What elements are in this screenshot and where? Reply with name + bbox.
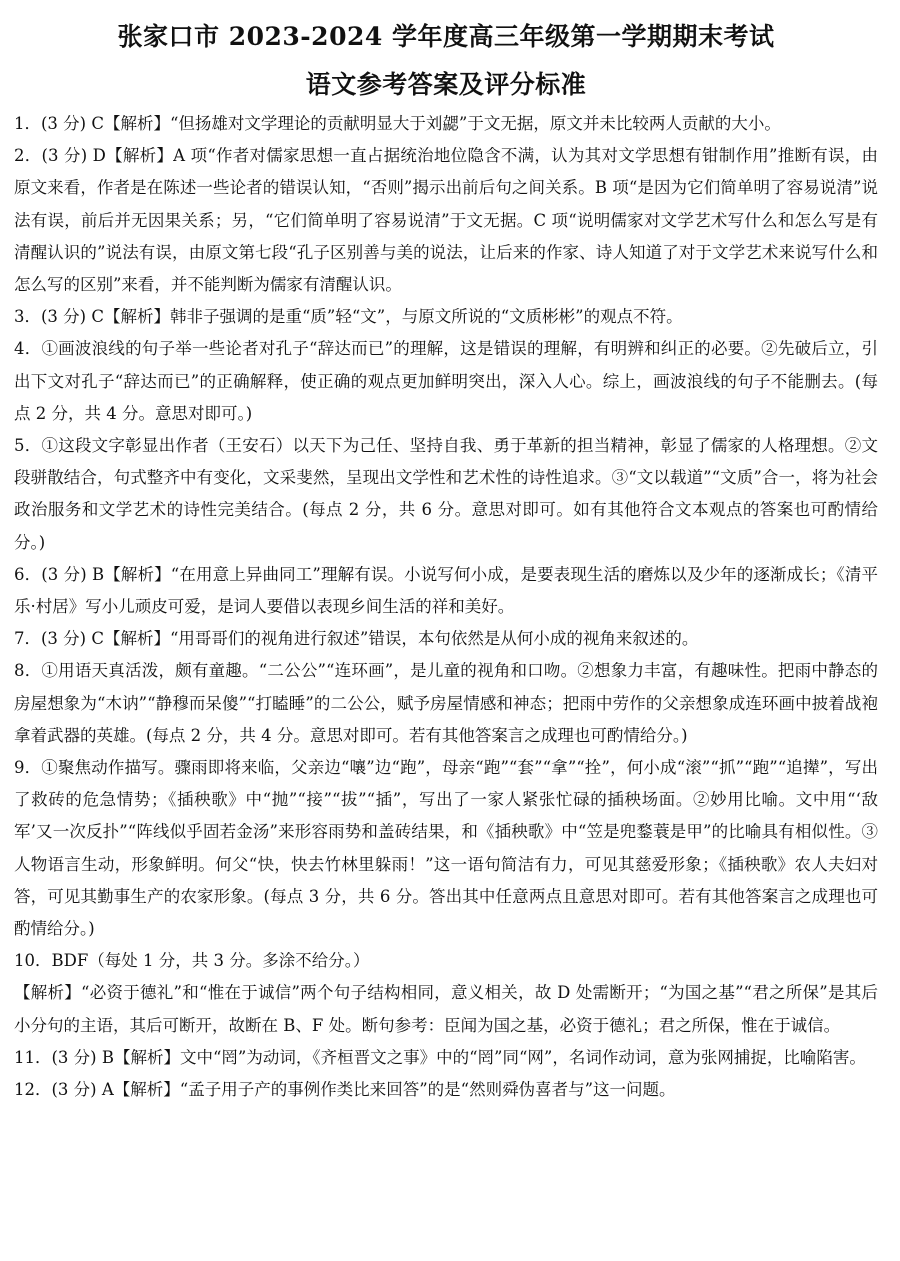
answer-item-9: 9．①聚焦动作描写。骤雨即将来临，父亲边“嚷”边“跑”，母亲“跑”“套”“拿”“拴”，何小成“滚”“抓”“跑”“追撵”，写出了救砖的危急情势；《插秧歌》中“抛”“接”“拔”“插”，写出了一家人紧张忙碌的插秧场面。②妙用比喻。文中用“‘敌军’又一次反扑”“阵线似乎固若金汤”来形容雨势和盖砖结果，和《插秧歌》中“笠是兜鍪蓑是甲”的比喻具有相似性。③人物语言生动，形象鲜明。何父“快，快去竹林里躲雨！”这一语句简洁有力，可见其慈爱形象；《插秧歌》农人夫妇对答，可见其勤事生产的农家形象。(每点 3 分，共 6 分。答出其中任意两点且意思对即可。若有其他答案言之成理也可酌情给分。) (14, 758, 878, 939)
answer-item-10-explanation: 【解析】“必资于德礼”和“惟在于诚信”两个句子结构相同，意义相关，故 D 处需断开；“为国之基”“君之所保”是其后小分句的主语，其后可断开，故断在 B、F 处。断句参考：臣闻为国之基，必资于德礼；君之所保，惟在于诚信。 (14, 983, 878, 1035)
answer-item-11: 11．(3 分) B【解析】文中“罔”为动词，《齐桓晋文之事》中的“罔”同“网”，名词作动词，意为张网捕捉，比喻陷害。 (14, 1047, 866, 1067)
answer-item-5: 5．①这段文字彰显出作者（王安石）以天下为己任、坚持自我、勇于革新的担当精神，彰显了儒家的人格理想。②文段骈散结合，句式整齐中有变化，文采斐然，呈现出文学性和艺术性的诗性追求。③“文以载道”“文质”合一，将为社会政治服务和文学艺术的诗性完美结合。(每点 2 分，共 6 分。意思对即可。如有其他符合文本观点的答案也可酌情给分。) (14, 436, 878, 552)
answer-item-7: 7．(3 分) C【解析】“用哥哥们的视角进行叙述”错误，本句依然是从何小成的视角来叙述的。 (14, 629, 699, 649)
answer-item-3: 3．(3 分) C【解析】韩非子强调的是重“质”轻“文”，与原文所说的“文质彬彬”的观点不符。 (14, 307, 683, 327)
answer-item-10: 10．BDF（每处 1 分，共 3 分。多涂不给分。） (14, 951, 370, 971)
document-title: 张家口市 2023-2024 学年度高三年级第一学期期末考试 (117, 22, 775, 51)
answer-item-1: 1．(3 分) C【解析】“但扬雄对文学理论的贡献明显大于刘勰”于文无据，原文并未比较两人贡献的大小。 (14, 114, 781, 133)
answer-item-2: 2．(3 分) D【解析】A 项“作者对儒家思想一直占据统治地位隐含不满，认为其对文学思想有钳制作用”推断有误，由原文来看，作者是在陈述一些论者的错误认知，“否则”揭示出前后句之间关系。B 项“是因为它们简单明了容易说清”说法有误，前后并无因果关系；另，“它们简单明了容易说清”于文无据。C 项“说明儒家对文学艺术写什么和怎么写是有清醒认识的”说法有误，由原文第七段“孔子区别善与美的说法，让后来的作家、诗人知道了对于文学艺术来说写什么和怎么写的区别”来看，并不能判断为儒家有清醒认识。 (14, 146, 878, 295)
document-subtitle: 语文参考答案及评分标准 (305, 70, 587, 99)
answer-item-4: 4．①画波浪线的句子举一些论者对孔子“辞达而已”的理解，这是错误的理解，有明辨和纠正的必要。②先破后立，引出下文对孔子“辞达而已”的正确解释，使正确的观点更加鲜明突出，深入人心。综上，画波浪线的句子不能删去。(每点 2 分，共 4 分。意思对即可。) (14, 339, 878, 423)
answer-item-6: 6．(3 分) B【解析】“在用意上异曲同工”理解有误。小说写何小成，是要表现生活的磨炼以及少年的逐渐成长；《清平乐·村居》写小儿顽皮可爱，是词人要借以表现乡间生活的祥和美好。 (14, 564, 878, 617)
answer-list (14, 108, 878, 1106)
answer-item-12: 12．(3 分) A【解析】“孟子用子产的事例作类比来回答”的是“然则舜伪喜者与”这一问题。 (14, 1080, 676, 1100)
answer-item-8: 8．①用语天真活泼，颇有童趣。“二公公”“连环画”，是儿童的视角和口吻。②想象力丰富，有趣味性。把雨中静态的房屋想象为“木讷”“静穆而呆傻”“打瞌睡”的二公公，赋予房屋情感和神态；把雨中劳作的父亲想象成连环画中披着战袍拿着武器的英雄。(每点 2 分，共 4 分。意思对即可。若有其他答案言之成理也可酌情给分。) (14, 661, 878, 745)
